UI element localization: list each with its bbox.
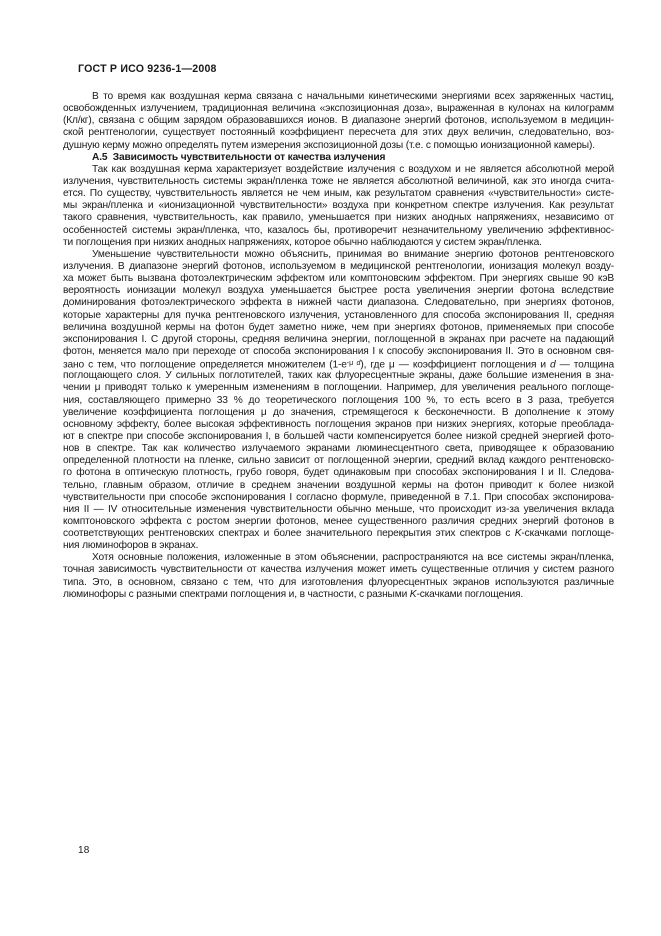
formula-segment: K — [514, 528, 522, 540]
text-segment: чувствительности при способе экспонирования I согласно формуле, приведенной в 7.1. При способах экспонирова- — [63, 491, 614, 503]
text-segment: Хотя основные положения, изложенные в этом объяснении, распространяются на все системы экран/пленка, — [92, 552, 614, 564]
text-segment: нов в спектре. Так как количество излучаемого экранами люминесцентного света, приводящее к образованию — [63, 443, 615, 455]
text-segment: доминирования фотоэлектрического эффекта в нижней части диапазона. Следовательно, при энергиях фотонов, — [63, 297, 615, 309]
text-line — [63, 140, 614, 152]
text-line — [63, 285, 614, 297]
text-segment: точная зависимость чувствительности от качества излучения может иметь существенные отличия у систем разного — [63, 564, 615, 576]
text-segment: мы экран/пленка и «ионизационной чувствительности» воздуха при конкретном спектре излучения. Как результат — [63, 200, 615, 212]
text-segment: -скачками поглоще- — [521, 528, 614, 540]
text-segment: ют в спектре при способе экспонирования I, в большей части компенсируется более низкой средней энергией фото- — [63, 430, 615, 442]
text-line — [63, 322, 614, 334]
text-line — [63, 103, 614, 115]
text-segment: экспонирования I. С другой стороны, средняя величина энергии, поглощенной в экранах при расчете на падающий — [63, 333, 614, 345]
text-line — [63, 273, 614, 285]
text-line — [63, 297, 614, 309]
text-segment: Уменьшение чувствительности можно объяснить, принимая во внимание энергию фотонов рентгеновского — [92, 248, 615, 260]
text-line — [63, 443, 614, 455]
text-segment: основному эффекту, более высокая эффективность поглощения экранов при низких энергиях, которые преоблада- — [63, 418, 614, 430]
text-segment: излучения, чувствительность системы экран/пленка тоже не является абсолютной величиной, как это иногда счита- — [63, 175, 614, 187]
text-line — [63, 455, 614, 467]
text-segment: (Кл/кг), связана с общим зарядом образовавшихся ионов. В диапазоне энергий фотонов, используемом в медицин- — [63, 115, 614, 127]
text-segment: ния II — IV относительные изменения чувствительности обычно меньше, что происходит из-за увеличения вклада — [63, 503, 614, 515]
text-line — [63, 200, 614, 212]
text-line — [63, 589, 614, 601]
text-segment: такого сравнения, чувствительность, как правило, уменьшается при низких анодных напряжениях, независимо от — [63, 212, 615, 224]
section-heading — [63, 152, 614, 164]
text-segment: фотон, меняется мало при переходе от способа экспонирования I к способу экспонирования II. Это в основном свя- — [63, 345, 614, 357]
text-line — [63, 577, 614, 589]
paragraph — [63, 164, 614, 249]
text-line — [63, 504, 614, 516]
text-line — [63, 212, 614, 224]
text-segment: ской рентгенологии, существует постоянный коэффициент пересчета для этих двух величин, следовательно, воз- — [63, 127, 614, 139]
text-line — [63, 395, 614, 407]
text-segment: особенностей системы экран/пленка, что, казалось бы, противоречит незначительному увеличению эффективнос- — [63, 224, 614, 236]
paragraph — [63, 249, 614, 553]
text-segment: соответствующих рентгеновских спектрах и более значительного перекрытия этих спектров с — [63, 528, 515, 540]
text-segment: А.5 Зависимость чувствительности от качества излучения — [92, 151, 386, 163]
text-segment: комптоновского эффекта с ростом энергии фотонов, менее существенного различия средних энергий фотонов в — [63, 515, 614, 527]
text-segment: чении μ приводят только к умеренным изменениям в поглощении. Например, для увеличения реального поглоще- — [63, 382, 615, 394]
text-segment: освобожденных излучением, традиционная величина «экспозиционная доза», выраженная в кулонах на килограмм — [63, 103, 614, 115]
text-line — [63, 346, 614, 358]
text-line — [63, 467, 614, 479]
text-line — [63, 540, 614, 552]
text-segment: поглощающего слоя. У сильных поглотителей, таких как флуоресцентные экраны, даже большие изменения в зна- — [63, 370, 614, 382]
page-body — [63, 91, 614, 601]
text-line — [63, 431, 614, 443]
page-number: 18 — [78, 845, 90, 856]
text-line — [63, 492, 614, 504]
text-line — [63, 310, 614, 322]
text-segment: душную керму можно определять путем измерения экспозиционной дозы (т.е. с помощью ионизационной камеры). — [63, 139, 595, 151]
text-segment: типа. Это, в основном, связано с тем, что для изготовления флуоресцентных экранов используются различные — [63, 576, 614, 588]
text-segment: -скачками поглощения. — [416, 588, 524, 600]
text-line — [63, 419, 614, 431]
text-line — [63, 176, 614, 188]
text-line — [63, 115, 614, 127]
text-line — [63, 261, 614, 273]
text-segment: излучения. В диапазоне энергий фотонов, используемом в медицинской рентгенологии, ионизация молекул возду- — [63, 260, 615, 272]
running-header: ГОСТ Р ИСО 9236-1—2008 — [78, 63, 217, 75]
text-line — [63, 91, 614, 103]
formula-segment: d — [356, 360, 361, 368]
formula-segment: K — [409, 588, 417, 600]
text-line — [63, 127, 614, 139]
text-segment: Так как воздушная керма характеризует воздействие излучения с воздухом и не является абсолютной мерой — [92, 163, 614, 175]
text-segment: го фотона в оптическую плотность, грубо говоря, будет одинаковым при способах экспонирования I и II. Следова- — [63, 467, 614, 479]
text-segment: тельно, главным образом, отличие в среднем значении воздушной кермы на фотон приводит к более низкой — [63, 479, 614, 491]
text-line — [63, 249, 614, 261]
formula-segment: -μ — [346, 360, 357, 368]
text-segment: В то время как воздушная керма связана с начальными кинетическими энергиями всех заряженных частиц, — [92, 91, 614, 102]
text-segment: ), где μ — коэффициент поглощения и — [360, 359, 551, 371]
text-segment: ти поглощения при низких анодных напряжениях, которое обычно наблюдаются у систем экран/пленка. — [63, 236, 542, 248]
text-line — [63, 564, 614, 576]
text-segment: ется. По существу, чувствительность является не чем иным, как результатом сравнения «чувствительности» систе- — [63, 188, 615, 200]
text-segment: ния люминофоров в экранах. — [63, 540, 199, 552]
formula-segment: d — [550, 359, 556, 371]
text-line — [63, 358, 614, 370]
text-segment: величина воздушной кермы на фотон будет заметно ниже, чем при энергиях фотонов, применяемых при способе — [63, 321, 615, 333]
text-line — [63, 188, 614, 200]
text-line — [63, 164, 614, 176]
text-segment: вероятность ионизации молекул воздуха уменьшается быстрее роста увеличения энергии фотона вследствие — [63, 285, 614, 297]
paragraph — [63, 552, 614, 601]
text-line — [63, 480, 614, 492]
text-segment: увеличение коэффициента поглощения μ до значения, стремящегося к бесконечности. В дополнение к этому — [63, 406, 614, 418]
text-line — [63, 382, 614, 394]
text-line — [63, 152, 614, 164]
paragraph — [63, 91, 614, 152]
text-segment: определенной плотности на пленке, сильно зависит от поглощенной энергии, средний вклад каждого рентгеновско- — [63, 455, 614, 467]
text-segment: люминофоры с разными спектрами поглощения и, в частности, с разными — [63, 588, 410, 600]
text-line — [63, 237, 614, 249]
text-line — [63, 407, 614, 419]
text-segment: ха может быть вызвана фотоэлектрическим эффектом или комптоновским эффектом. При энергиях свыше 90 кэВ — [63, 273, 615, 285]
text-line — [63, 528, 614, 540]
text-segment: — толщина — [555, 359, 614, 371]
text-line — [63, 552, 614, 564]
text-segment: ния, составляющего примерно 33 % до теоретического поглощения 100 %, то есть всего в 3 раза, требуется — [63, 394, 615, 406]
text-segment: которые характерны для пучка рентгеновского излучения, установленного для способа экспонирования II, средняя — [63, 309, 614, 321]
text-line — [63, 225, 614, 237]
text-line — [63, 334, 614, 346]
text-line — [63, 516, 614, 528]
text-line — [63, 370, 614, 382]
text-segment: зано с тем, что поглощение определяется множителем (1-e — [63, 359, 347, 371]
